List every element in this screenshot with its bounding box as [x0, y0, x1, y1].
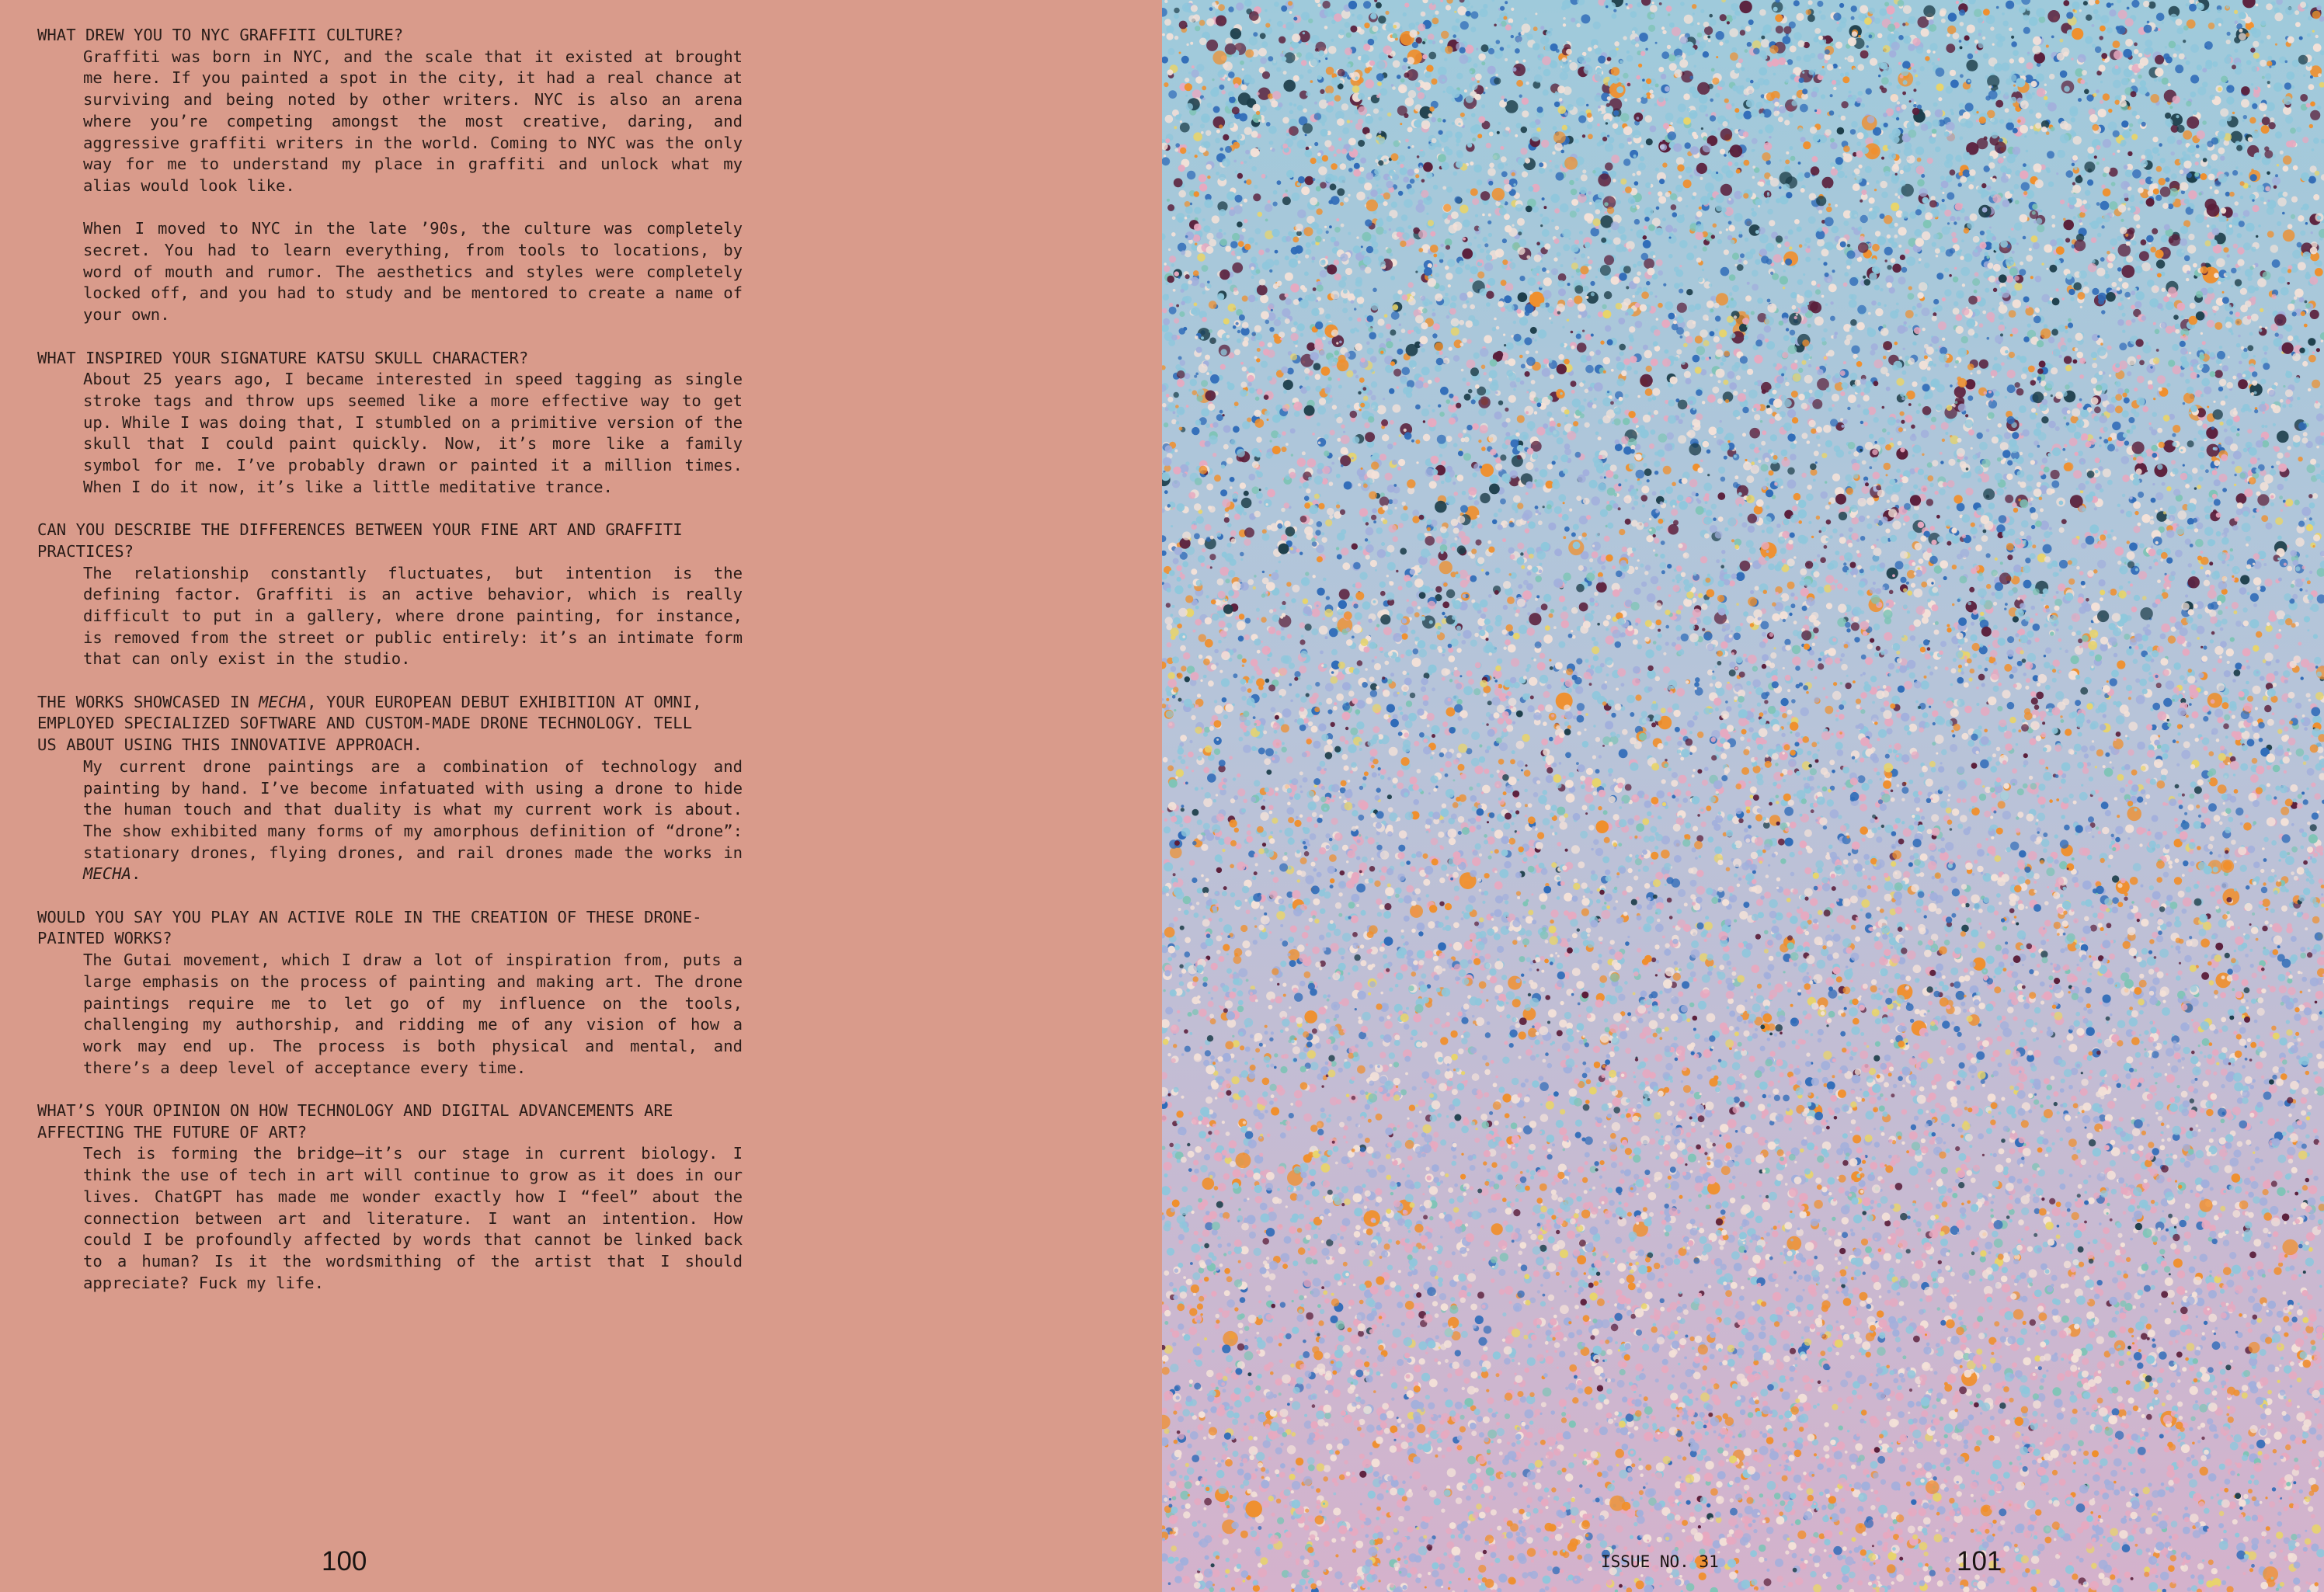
answer-6: Tech is forming the bridge—it’s our stage in current biology. I think the use of tech in art will continue to grow as it does in our lives. ChatGPT has made me wonder exactly how I “feel” about the connection between art and literature. I want an intention. How could I be profoundly affected by words that cannot be linked back to a human? Is it the wordsmithing of the artist that I should appreciate? Fuck my life.	[83, 1143, 743, 1294]
question-6: WHAT’S YOUR OPINION ON HOW TECHNOLOGY AND DIGITAL ADVANCEMENTS ARE AFFECTING THE FUTURE OF ART?	[37, 1100, 705, 1143]
interview-article	[37, 25, 705, 1316]
speckled-paint-artwork-icon	[1162, 0, 2324, 1592]
qa-section-4	[37, 692, 705, 885]
answer-1-paragraph-1: Graffiti was born in NYC, and the scale that it existed at brought me here. If you painted a spot in the city, it had a real chance at surviving and being noted by other writers. NYC is also an arena where you’re competing amongst the most creative, daring, and aggressive graffiti writers in the world. Coming to NYC was the only way for me to understand my place in graffiti and unlock what my alias would look like.	[83, 47, 743, 197]
page-number-left: 100	[322, 1548, 367, 1575]
answer-4-text-start: My current drone paintings are a combination of technology and painting by hand. I’ve become infatuated with using a drone to hide the human touch and that duality is what my current work is about. The show exhibited many forms of my amorphous definition of “drone”: stationary drones, flying drones, and rail drones made the works in	[83, 757, 743, 862]
answer-1-paragraph-2: When I moved to NYC in the late ’90s, the culture was completely secret. You had to learn everything, from tools to locations, by word of mouth and rumor. The aesthetics and styles were completely locked off, and you had to study and be mentored to create a name of your own.	[83, 218, 743, 326]
answer-3: The relationship constantly fluctuates, but intention is the defining factor. Graffiti is an active behavior, which is really difficult to put in a gallery, where drone painting, for instance, is removed from the street or public entirely: it’s an intimate form that can only exist in the studio.	[83, 563, 743, 671]
issue-label: ISSUE NO. 31	[1601, 1554, 1719, 1570]
qa-section-1	[37, 25, 705, 326]
right-page-artwork	[1162, 0, 2324, 1592]
qa-section-3	[37, 520, 705, 670]
answer-2: About 25 years ago, I became interested in speed tagging as single stroke tags and throw ups seemed like a more effective way to get up. While I was doing that, I stumbled on a primitive version of the skull that I could paint quickly. Now, it’s more like a family symbol for me. I’ve probably drawn or painted it a million times. When I do it now, it’s like a little meditative trance.	[83, 369, 743, 498]
answer-4-text-end: .	[131, 864, 141, 883]
exhibition-title-reference: MECHA	[83, 864, 131, 883]
qa-section-2	[37, 348, 705, 499]
answer-5: The Gutai movement, which I draw a lot of inspiration from, puts a large emphasis on the process of painting and making art. The drone paintings require me to let go of my influence on the tools, challenging my authorship, and ridding me of any vision of how a work may end up. The process is both physical and mental, and there’s a deep level of acceptance every time.	[83, 950, 743, 1079]
qa-section-6	[37, 1100, 705, 1294]
exhibition-title: MECHA	[259, 693, 307, 711]
question-1: WHAT DREW YOU TO NYC GRAFFITI CULTURE?	[37, 25, 705, 47]
question-5: WOULD YOU SAY YOU PLAY AN ACTIVE ROLE IN THE CREATION OF THESE DRONE-PAINTED WORKS?	[37, 907, 705, 950]
question-4-text-end: , YOUR EUROPEAN DEBUT EXHIBITION AT OMNI, EMPLOYED SPECIALIZED SOFTWARE AND CUSTOM-MADE DRONE TECHNOLOGY. TELL US ABOUT USING THIS INNOVATIVE APPROACH.	[37, 693, 702, 754]
question-2: WHAT INSPIRED YOUR SIGNATURE KATSU SKULL CHARACTER?	[37, 348, 705, 370]
page-number-right: 101	[1957, 1548, 2002, 1575]
answer-4	[83, 756, 743, 885]
question-4	[37, 692, 705, 756]
question-4-text-start: THE WORKS SHOWCASED IN	[37, 693, 259, 711]
qa-section-5	[37, 907, 705, 1079]
question-3: CAN YOU DESCRIBE THE DIFFERENCES BETWEEN YOUR FINE ART AND GRAFFITI PRACTICES?	[37, 520, 705, 562]
